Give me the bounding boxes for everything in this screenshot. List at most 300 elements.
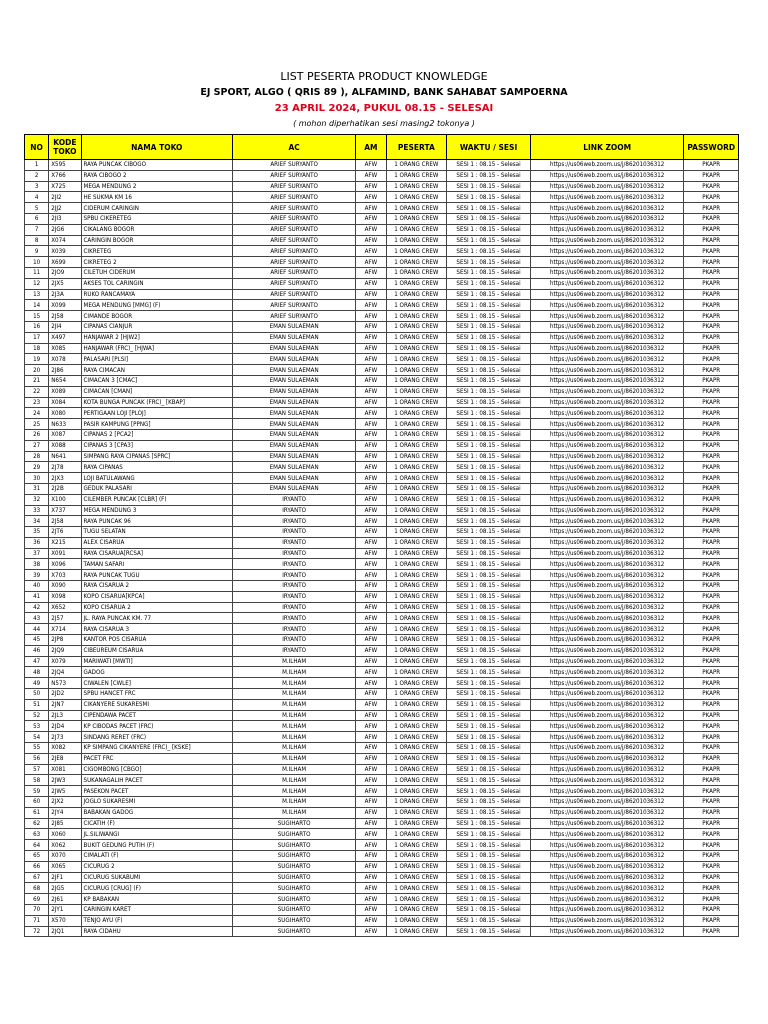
cell-kode-toko: X098 [49, 591, 81, 602]
cell-waktu-sesi: SESI 1 : 08.15 - Selesai [447, 192, 531, 203]
cell-nama-toko: SINDANG RERET (FRC) [81, 732, 232, 743]
cell-link-zoom[interactable]: https://us06web.zoom.us/j/86201036312 [530, 624, 684, 635]
cell-kode-toko: X725 [49, 181, 81, 192]
col-header-peserta: PESERTA [386, 135, 447, 160]
cell-link-zoom[interactable]: https://us06web.zoom.us/j/86201036312 [530, 883, 684, 894]
cell-am: AFW [356, 473, 386, 484]
cell-link-zoom[interactable]: https://us06web.zoom.us/j/86201036312 [530, 213, 684, 224]
cell-link-zoom[interactable]: https://us06web.zoom.us/j/86201036312 [530, 689, 684, 700]
cell-waktu-sesi: SESI 1 : 08.15 - Selesai [447, 386, 531, 397]
cell-no: 44 [25, 624, 49, 635]
cell-nama-toko: CICURUG [CRUG] (F) [81, 883, 232, 894]
cell-kode-toko: 2JY1 [49, 904, 81, 915]
cell-ac: SUGIHARTO [233, 883, 356, 894]
cell-ac: M.ILHAM [233, 678, 356, 689]
cell-no: 26 [25, 429, 49, 440]
cell-ac: IRYANTO [233, 635, 356, 646]
table-row [25, 192, 739, 203]
cell-waktu-sesi: SESI 1 : 08.15 - Selesai [447, 570, 531, 581]
cell-password: PKAPR [684, 181, 739, 192]
cell-link-zoom[interactable]: https://us06web.zoom.us/j/86201036312 [530, 904, 684, 915]
cell-link-zoom[interactable]: https://us06web.zoom.us/j/86201036312 [530, 429, 684, 440]
cell-no: 32 [25, 494, 49, 505]
cell-nama-toko: SUKANAGALIH PACET [81, 775, 232, 786]
cell-ac: SUGIHARTO [233, 851, 356, 862]
cell-no: 27 [25, 440, 49, 451]
cell-no: 71 [25, 915, 49, 926]
cell-am: AFW [356, 915, 386, 926]
cell-password: PKAPR [684, 689, 739, 700]
table-row [25, 775, 739, 786]
cell-link-zoom[interactable]: https://us06web.zoom.us/j/86201036312 [530, 516, 684, 527]
table-row [25, 213, 739, 224]
cell-kode-toko: 2JY4 [49, 807, 81, 818]
col-header-ac: AC [233, 135, 356, 160]
cell-peserta: 1 ORANG CREW [386, 883, 447, 894]
cell-ac: IRYANTO [233, 537, 356, 548]
cell-link-zoom[interactable]: https://us06web.zoom.us/j/86201036312 [530, 613, 684, 624]
cell-waktu-sesi: SESI 1 : 08.15 - Selesai [447, 483, 531, 494]
cell-kode-toko: 2JT6 [49, 527, 81, 538]
cell-link-zoom[interactable]: https://us06web.zoom.us/j/86201036312 [530, 797, 684, 808]
cell-waktu-sesi: SESI 1 : 08.15 - Selesai [447, 321, 531, 332]
cell-ac: SUGIHARTO [233, 915, 356, 926]
cell-link-zoom[interactable]: https://us06web.zoom.us/j/86201036312 [530, 591, 684, 602]
cell-nama-toko: CICATIH (F) [81, 818, 232, 829]
cell-link-zoom[interactable]: https://us06web.zoom.us/j/86201036312 [530, 581, 684, 592]
cell-kode-toko: X099 [49, 300, 81, 311]
cell-kode-toko: 2J2B [49, 483, 81, 494]
cell-nama-toko: CICURUG SUKABUMI [81, 872, 232, 883]
cell-am: AFW [356, 440, 386, 451]
cell-link-zoom[interactable]: https://us06web.zoom.us/j/86201036312 [530, 743, 684, 754]
cell-link-zoom[interactable]: https://us06web.zoom.us/j/86201036312 [530, 375, 684, 386]
cell-nama-toko: CIPANAS 3 [CPA3] [81, 440, 232, 451]
cell-waktu-sesi: SESI 1 : 08.15 - Selesai [447, 721, 531, 732]
cell-waktu-sesi: SESI 1 : 08.15 - Selesai [447, 678, 531, 689]
cell-nama-toko: KOPO CISARUA[KPCA] [81, 591, 232, 602]
table-row [25, 883, 739, 894]
cell-link-zoom[interactable]: https://us06web.zoom.us/j/86201036312 [530, 267, 684, 278]
cell-link-zoom[interactable]: https://us06web.zoom.us/j/86201036312 [530, 419, 684, 430]
cell-peserta: 1 ORANG CREW [386, 818, 447, 829]
cell-no: 19 [25, 354, 49, 365]
cell-link-zoom[interactable]: https://us06web.zoom.us/j/86201036312 [530, 559, 684, 570]
cell-peserta: 1 ORANG CREW [386, 807, 447, 818]
cell-link-zoom[interactable]: https://us06web.zoom.us/j/86201036312 [530, 365, 684, 376]
cell-link-zoom[interactable]: https://us06web.zoom.us/j/86201036312 [530, 462, 684, 473]
cell-link-zoom[interactable]: https://us06web.zoom.us/j/86201036312 [530, 656, 684, 667]
cell-password: PKAPR [684, 710, 739, 721]
cell-password: PKAPR [684, 721, 739, 732]
cell-nama-toko: CIMACAN [CMAN] [81, 386, 232, 397]
table-row [25, 764, 739, 775]
cell-am: AFW [356, 429, 386, 440]
cell-no: 49 [25, 678, 49, 689]
cell-no: 42 [25, 602, 49, 613]
cell-link-zoom[interactable]: https://us06web.zoom.us/j/86201036312 [530, 527, 684, 538]
cell-nama-toko: SIMPANG RAYA CIPANAS [SPRC] [81, 451, 232, 462]
cell-am: AFW [356, 743, 386, 754]
cell-am: AFW [356, 699, 386, 710]
cell-waktu-sesi: SESI 1 : 08.15 - Selesai [447, 246, 531, 257]
cell-peserta: 1 ORANG CREW [386, 851, 447, 862]
cell-waktu-sesi: SESI 1 : 08.15 - Selesai [447, 710, 531, 721]
cell-kode-toko: X082 [49, 743, 81, 754]
cell-kode-toko: 2JI2 [49, 192, 81, 203]
cell-peserta: 1 ORANG CREW [386, 721, 447, 732]
cell-link-zoom[interactable]: https://us06web.zoom.us/j/86201036312 [530, 170, 684, 181]
cell-no: 38 [25, 559, 49, 570]
cell-nama-toko: RUKO RANCAMAYA [81, 289, 232, 300]
cell-waktu-sesi: SESI 1 : 08.15 - Selesai [447, 797, 531, 808]
cell-password: PKAPR [684, 624, 739, 635]
cell-kode-toko: 2JQ9 [49, 645, 81, 656]
cell-no: 13 [25, 289, 49, 300]
cell-link-zoom[interactable]: https://us06web.zoom.us/j/86201036312 [530, 311, 684, 322]
cell-link-zoom[interactable]: https://us06web.zoom.us/j/86201036312 [530, 473, 684, 484]
cell-no: 24 [25, 408, 49, 419]
cell-link-zoom[interactable]: https://us06web.zoom.us/j/86201036312 [530, 451, 684, 462]
cell-waktu-sesi: SESI 1 : 08.15 - Selesai [447, 451, 531, 462]
cell-am: AFW [356, 181, 386, 192]
cell-link-zoom[interactable]: https://us06web.zoom.us/j/86201036312 [530, 699, 684, 710]
cell-link-zoom[interactable]: https://us06web.zoom.us/j/86201036312 [530, 181, 684, 192]
cell-link-zoom[interactable]: https://us06web.zoom.us/j/86201036312 [530, 408, 684, 419]
cell-password: PKAPR [684, 192, 739, 203]
cell-link-zoom[interactable]: https://us06web.zoom.us/j/86201036312 [530, 570, 684, 581]
cell-ac: M.ILHAM [233, 732, 356, 743]
table-row [25, 645, 739, 656]
cell-peserta: 1 ORANG CREW [386, 872, 447, 883]
cell-ac: ARIEF SURYANTO [233, 181, 356, 192]
cell-kode-toko: X570 [49, 915, 81, 926]
cell-password: PKAPR [684, 840, 739, 851]
cell-no: 12 [25, 278, 49, 289]
cell-am: AFW [356, 408, 386, 419]
cell-kode-toko: 2JW3 [49, 775, 81, 786]
cell-peserta: 1 ORANG CREW [386, 624, 447, 635]
table-body [25, 160, 739, 937]
cell-kode-toko: X737 [49, 505, 81, 516]
cell-waktu-sesi: SESI 1 : 08.15 - Selesai [447, 257, 531, 268]
table-row [25, 343, 739, 354]
table-row [25, 915, 739, 926]
cell-ac: IRYANTO [233, 559, 356, 570]
cell-link-zoom[interactable]: https://us06web.zoom.us/j/86201036312 [530, 440, 684, 451]
cell-am: AFW [356, 160, 386, 171]
cell-link-zoom[interactable]: https://us06web.zoom.us/j/86201036312 [530, 710, 684, 721]
cell-kode-toko: 2J86 [49, 365, 81, 376]
cell-ac: ARIEF SURYANTO [233, 170, 356, 181]
cell-am: AFW [356, 311, 386, 322]
cell-peserta: 1 ORANG CREW [386, 343, 447, 354]
cell-peserta: 1 ORANG CREW [386, 915, 447, 926]
cell-link-zoom[interactable]: https://us06web.zoom.us/j/86201036312 [530, 278, 684, 289]
table-row [25, 397, 739, 408]
cell-waktu-sesi: SESI 1 : 08.15 - Selesai [447, 624, 531, 635]
cell-ac: EMAN SULAEMAN [233, 408, 356, 419]
cell-peserta: 1 ORANG CREW [386, 224, 447, 235]
table-header-row [25, 135, 739, 160]
cell-link-zoom[interactable]: https://us06web.zoom.us/j/86201036312 [530, 678, 684, 689]
cell-ac: ARIEF SURYANTO [233, 300, 356, 311]
table-row [25, 570, 739, 581]
table-row [25, 170, 739, 181]
cell-link-zoom[interactable]: https://us06web.zoom.us/j/86201036312 [530, 721, 684, 732]
cell-waktu-sesi: SESI 1 : 08.15 - Selesai [447, 732, 531, 743]
cell-peserta: 1 ORANG CREW [386, 192, 447, 203]
cell-link-zoom[interactable]: https://us06web.zoom.us/j/86201036312 [530, 203, 684, 214]
cell-waktu-sesi: SESI 1 : 08.15 - Selesai [447, 289, 531, 300]
cell-no: 56 [25, 753, 49, 764]
cell-kode-toko: X091 [49, 548, 81, 559]
table-row [25, 710, 739, 721]
cell-kode-toko: X062 [49, 840, 81, 851]
cell-password: PKAPR [684, 451, 739, 462]
cell-no: 17 [25, 332, 49, 343]
cell-no: 50 [25, 689, 49, 700]
cell-ac: M.ILHAM [233, 656, 356, 667]
cell-ac: IRYANTO [233, 548, 356, 559]
cell-link-zoom[interactable]: https://us06web.zoom.us/j/86201036312 [530, 537, 684, 548]
cell-am: AFW [356, 775, 386, 786]
cell-peserta: 1 ORANG CREW [386, 548, 447, 559]
cell-nama-toko: CIPANAS CIANJUR [81, 321, 232, 332]
cell-link-zoom[interactable]: https://us06web.zoom.us/j/86201036312 [530, 192, 684, 203]
cell-ac: M.ILHAM [233, 797, 356, 808]
cell-waktu-sesi: SESI 1 : 08.15 - Selesai [447, 419, 531, 430]
cell-link-zoom[interactable]: https://us06web.zoom.us/j/86201036312 [530, 602, 684, 613]
table-row [25, 246, 739, 257]
cell-peserta: 1 ORANG CREW [386, 235, 447, 246]
cell-password: PKAPR [684, 397, 739, 408]
cell-ac: M.ILHAM [233, 710, 356, 721]
cell-password: PKAPR [684, 926, 739, 937]
cell-ac: SUGIHARTO [233, 904, 356, 915]
cell-nama-toko: RAYA CISARUA 3 [81, 624, 232, 635]
cell-am: AFW [356, 332, 386, 343]
cell-ac: EMAN SULAEMAN [233, 354, 356, 365]
cell-link-zoom[interactable]: https://us06web.zoom.us/j/86201036312 [530, 667, 684, 678]
cell-link-zoom[interactable]: https://us06web.zoom.us/j/86201036312 [530, 753, 684, 764]
cell-waktu-sesi: SESI 1 : 08.15 - Selesai [447, 311, 531, 322]
cell-link-zoom[interactable]: https://us06web.zoom.us/j/86201036312 [530, 807, 684, 818]
cell-link-zoom[interactable]: https://us06web.zoom.us/j/86201036312 [530, 786, 684, 797]
cell-am: AFW [356, 483, 386, 494]
cell-kode-toko: X089 [49, 386, 81, 397]
cell-am: AFW [356, 570, 386, 581]
cell-waktu-sesi: SESI 1 : 08.15 - Selesai [447, 840, 531, 851]
cell-password: PKAPR [684, 224, 739, 235]
cell-link-zoom[interactable]: https://us06web.zoom.us/j/86201036312 [530, 926, 684, 937]
cell-no: 37 [25, 548, 49, 559]
cell-no: 69 [25, 894, 49, 905]
cell-peserta: 1 ORANG CREW [386, 257, 447, 268]
cell-password: PKAPR [684, 904, 739, 915]
cell-peserta: 1 ORANG CREW [386, 213, 447, 224]
cell-no: 20 [25, 365, 49, 376]
cell-ac: SUGIHARTO [233, 818, 356, 829]
cell-no: 2 [25, 170, 49, 181]
table-row [25, 753, 739, 764]
cell-nama-toko: CIKRETEG 2 [81, 257, 232, 268]
cell-am: AFW [356, 397, 386, 408]
cell-no: 68 [25, 883, 49, 894]
cell-link-zoom[interactable]: https://us06web.zoom.us/j/86201036312 [530, 872, 684, 883]
cell-link-zoom[interactable]: https://us06web.zoom.us/j/86201036312 [530, 300, 684, 311]
cell-ac: IRYANTO [233, 505, 356, 516]
cell-link-zoom[interactable]: https://us06web.zoom.us/j/86201036312 [530, 851, 684, 862]
cell-peserta: 1 ORANG CREW [386, 300, 447, 311]
cell-kode-toko: 2J73 [49, 732, 81, 743]
cell-link-zoom[interactable]: https://us06web.zoom.us/j/86201036312 [530, 343, 684, 354]
cell-password: PKAPR [684, 278, 739, 289]
cell-kode-toko: 2JX2 [49, 797, 81, 808]
cell-waktu-sesi: SESI 1 : 08.15 - Selesai [447, 160, 531, 171]
cell-link-zoom[interactable]: https://us06web.zoom.us/j/86201036312 [530, 160, 684, 171]
cell-password: PKAPR [684, 516, 739, 527]
cell-nama-toko: TAMAN SAFARI [81, 559, 232, 570]
cell-waktu-sesi: SESI 1 : 08.15 - Selesai [447, 851, 531, 862]
table-row [25, 505, 739, 516]
cell-peserta: 1 ORANG CREW [386, 840, 447, 851]
cell-am: AFW [356, 192, 386, 203]
table-row [25, 386, 739, 397]
table-row [25, 581, 739, 592]
cell-link-zoom[interactable]: https://us06web.zoom.us/j/86201036312 [530, 861, 684, 872]
cell-link-zoom[interactable]: https://us06web.zoom.us/j/86201036312 [530, 224, 684, 235]
cell-nama-toko: KP BABAKAN [81, 894, 232, 905]
cell-link-zoom[interactable]: https://us06web.zoom.us/j/86201036312 [530, 775, 684, 786]
cell-password: PKAPR [684, 656, 739, 667]
cell-kode-toko: 2JQ1 [49, 926, 81, 937]
cell-ac: EMAN SULAEMAN [233, 473, 356, 484]
cell-link-zoom[interactable]: https://us06web.zoom.us/j/86201036312 [530, 321, 684, 332]
cell-nama-toko: CILEMBER PUNCAK [CLBR] (F) [81, 494, 232, 505]
cell-password: PKAPR [684, 311, 739, 322]
cell-nama-toko: CIMANDE BOGOR [81, 311, 232, 322]
cell-link-zoom[interactable]: https://us06web.zoom.us/j/86201036312 [530, 257, 684, 268]
cell-password: PKAPR [684, 851, 739, 862]
cell-link-zoom[interactable]: https://us06web.zoom.us/j/86201036312 [530, 645, 684, 656]
cell-peserta: 1 ORANG CREW [386, 505, 447, 516]
cell-no: 18 [25, 343, 49, 354]
cell-link-zoom[interactable]: https://us06web.zoom.us/j/86201036312 [530, 818, 684, 829]
table-row [25, 559, 739, 570]
cell-ac: M.ILHAM [233, 764, 356, 775]
cell-peserta: 1 ORANG CREW [386, 699, 447, 710]
cell-link-zoom[interactable]: https://us06web.zoom.us/j/86201036312 [530, 289, 684, 300]
cell-ac: EMAN SULAEMAN [233, 429, 356, 440]
table-row [25, 678, 739, 689]
cell-ac: ARIEF SURYANTO [233, 160, 356, 171]
cell-nama-toko: MEGA MENDUNG 2 [81, 181, 232, 192]
cell-nama-toko: PASIR KAMPUNG [PPNG] [81, 419, 232, 430]
cell-kode-toko: X084 [49, 397, 81, 408]
cell-waktu-sesi: SESI 1 : 08.15 - Selesai [447, 753, 531, 764]
cell-peserta: 1 ORANG CREW [386, 375, 447, 386]
cell-password: PKAPR [684, 267, 739, 278]
cell-waktu-sesi: SESI 1 : 08.15 - Selesai [447, 537, 531, 548]
cell-password: PKAPR [684, 818, 739, 829]
col-header-no: NO [25, 135, 49, 160]
cell-password: PKAPR [684, 289, 739, 300]
cell-nama-toko: BABAKAN GADOG [81, 807, 232, 818]
cell-ac: SUGIHARTO [233, 861, 356, 872]
col-header-am: AM [356, 135, 386, 160]
cell-link-zoom[interactable]: https://us06web.zoom.us/j/86201036312 [530, 386, 684, 397]
cell-link-zoom[interactable]: https://us06web.zoom.us/j/86201036312 [530, 829, 684, 840]
cell-nama-toko: CIKALANG BOGOR [81, 224, 232, 235]
table-row [25, 548, 739, 559]
cell-link-zoom[interactable]: https://us06web.zoom.us/j/86201036312 [530, 894, 684, 905]
cell-ac: EMAN SULAEMAN [233, 321, 356, 332]
cell-link-zoom[interactable]: https://us06web.zoom.us/j/86201036312 [530, 397, 684, 408]
cell-password: PKAPR [684, 915, 739, 926]
cell-am: AFW [356, 451, 386, 462]
cell-link-zoom[interactable]: https://us06web.zoom.us/j/86201036312 [530, 840, 684, 851]
cell-no: 8 [25, 235, 49, 246]
cell-link-zoom[interactable]: https://us06web.zoom.us/j/86201036312 [530, 354, 684, 365]
cell-peserta: 1 ORANG CREW [386, 332, 447, 343]
cell-link-zoom[interactable]: https://us06web.zoom.us/j/86201036312 [530, 635, 684, 646]
cell-ac: IRYANTO [233, 516, 356, 527]
cell-no: 48 [25, 667, 49, 678]
cell-link-zoom[interactable]: https://us06web.zoom.us/j/86201036312 [530, 915, 684, 926]
cell-kode-toko: 2JO9 [49, 267, 81, 278]
cell-am: AFW [356, 462, 386, 473]
cell-kode-toko: 2JL3 [49, 710, 81, 721]
cell-link-zoom[interactable]: https://us06web.zoom.us/j/86201036312 [530, 483, 684, 494]
cell-nama-toko: AKSES TOL CARINGIN [81, 278, 232, 289]
cell-link-zoom[interactable]: https://us06web.zoom.us/j/86201036312 [530, 505, 684, 516]
cell-password: PKAPR [684, 743, 739, 754]
cell-waktu-sesi: SESI 1 : 08.15 - Selesai [447, 203, 531, 214]
cell-link-zoom[interactable]: https://us06web.zoom.us/j/86201036312 [530, 764, 684, 775]
table-row [25, 904, 739, 915]
cell-kode-toko: X595 [49, 160, 81, 171]
cell-link-zoom[interactable]: https://us06web.zoom.us/j/86201036312 [530, 548, 684, 559]
cell-link-zoom[interactable]: https://us06web.zoom.us/j/86201036312 [530, 494, 684, 505]
cell-link-zoom[interactable]: https://us06web.zoom.us/j/86201036312 [530, 332, 684, 343]
cell-ac: IRYANTO [233, 591, 356, 602]
cell-peserta: 1 ORANG CREW [386, 797, 447, 808]
cell-am: AFW [356, 548, 386, 559]
cell-link-zoom[interactable]: https://us06web.zoom.us/j/86201036312 [530, 235, 684, 246]
cell-kode-toko: 2JW5 [49, 786, 81, 797]
table-row [25, 851, 739, 862]
cell-password: PKAPR [684, 354, 739, 365]
cell-ac: IRYANTO [233, 527, 356, 538]
cell-password: PKAPR [684, 548, 739, 559]
cell-kode-toko: X090 [49, 581, 81, 592]
cell-kode-toko: X215 [49, 537, 81, 548]
cell-password: PKAPR [684, 613, 739, 624]
cell-peserta: 1 ORANG CREW [386, 678, 447, 689]
cell-waktu-sesi: SESI 1 : 08.15 - Selesai [447, 516, 531, 527]
cell-kode-toko: X079 [49, 656, 81, 667]
cell-nama-toko: CARINGIN KARET [81, 904, 232, 915]
cell-link-zoom[interactable]: https://us06web.zoom.us/j/86201036312 [530, 732, 684, 743]
table-row [25, 721, 739, 732]
cell-peserta: 1 ORANG CREW [386, 483, 447, 494]
cell-ac: EMAN SULAEMAN [233, 332, 356, 343]
table-row [25, 667, 739, 678]
cell-link-zoom[interactable]: https://us06web.zoom.us/j/86201036312 [530, 246, 684, 257]
table-row [25, 181, 739, 192]
cell-ac: ARIEF SURYANTO [233, 235, 356, 246]
